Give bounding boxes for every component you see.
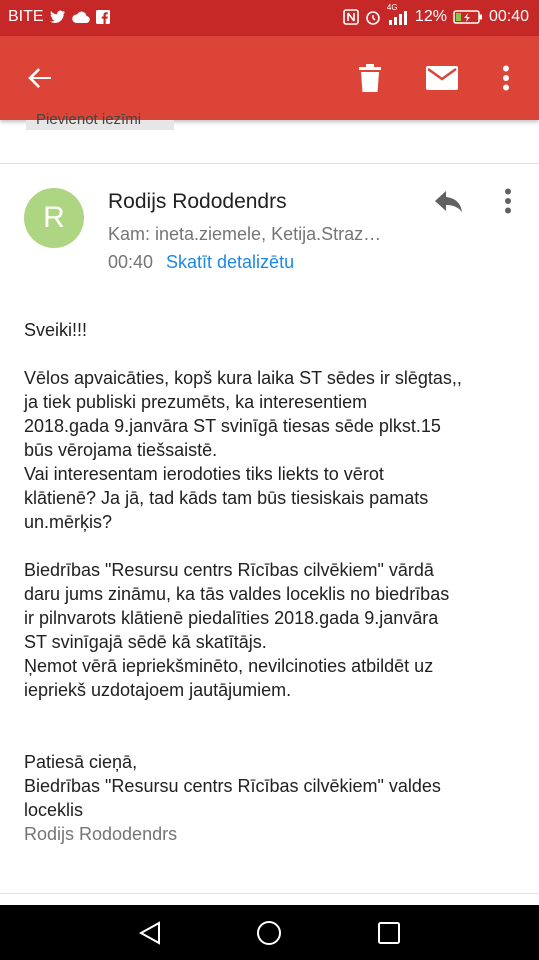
clock: 00:40: [488, 8, 529, 25]
sender-name: Rodijs Rododendrs: [108, 190, 287, 213]
cloud-icon: [72, 11, 90, 23]
greeting: Sveiki!!!: [24, 320, 88, 340]
avatar-letter: R: [43, 201, 65, 234]
twitter-icon: [50, 10, 66, 24]
recents-square-icon[interactable]: [373, 917, 405, 949]
email-body: [24, 318, 524, 846]
system-nav-bar: [0, 905, 539, 960]
signal-icon: [386, 3, 409, 25]
back-triangle-icon[interactable]: [134, 917, 166, 949]
reply-icon[interactable]: [432, 188, 466, 216]
avatar[interactable]: [24, 188, 84, 248]
status-bar: [0, 0, 539, 36]
signature-name: Rodijs Rododendrs: [24, 824, 178, 844]
signoff: Patiesā cieņā, Biedrības "Resursu centrs Rīcības cilvēkiem" valdes loceklis: [24, 752, 441, 820]
divider: [0, 893, 539, 894]
delete-icon[interactable]: [348, 56, 392, 100]
nfc-icon: [343, 9, 359, 25]
view-details-link[interactable]: Skatīt detalizētu: [166, 252, 295, 272]
add-label-chip-text: Pievienot iezīmi: [36, 111, 142, 128]
add-label-chip[interactable]: [26, 111, 174, 130]
body-paragraph: Vēlos apvaicāties, kopš kura laika ST sēdes ir slēgtas,, ja tiek publiski prezumēts, ka interesentiem 2018.gada 9.janvāra ST svinīgā tiesas sēde plkst.15 būs vērojama tiešsaistē. Vai interesentam ierodoties tiks liekts to vērot klātienē? Ja jā, tad kāds tam būs tiesiskais pamats un.mērķis?: [24, 368, 462, 532]
body-paragraph: Biedrības "Resursu centrs Rīcības cilvēkiem" vārdā daru jums zināmu, ka tās valdes loceklis no biedrības ir pilnvarots klātienē piedalīties 2018.gada 9.janvāra ST svinīgajā sēdē kā skatītājs. Ņemot vērā iepriekšminēto, nevilcinoties atbildēt uz iepriekš uzdotajoem jautājumiem.: [24, 560, 450, 700]
battery-percent: 12%: [414, 8, 447, 25]
app-bar: [0, 36, 539, 120]
network-type-label: 4G: [386, 3, 398, 12]
mail-icon[interactable]: [420, 56, 464, 100]
divider: [0, 163, 539, 164]
home-circle-icon[interactable]: [253, 917, 285, 949]
battery-icon: [453, 9, 483, 25]
carrier-label: BITE: [8, 8, 44, 25]
facebook-icon: [96, 10, 110, 24]
message-time: 00:40: [108, 252, 154, 272]
recipients[interactable]: Kam: ineta.ziemele, Ketija.Straz…: [108, 224, 382, 244]
alarm-icon: [365, 9, 381, 25]
more-vert-icon[interactable]: [494, 186, 522, 216]
back-icon[interactable]: [18, 56, 62, 100]
more-vert-icon[interactable]: [484, 56, 528, 100]
